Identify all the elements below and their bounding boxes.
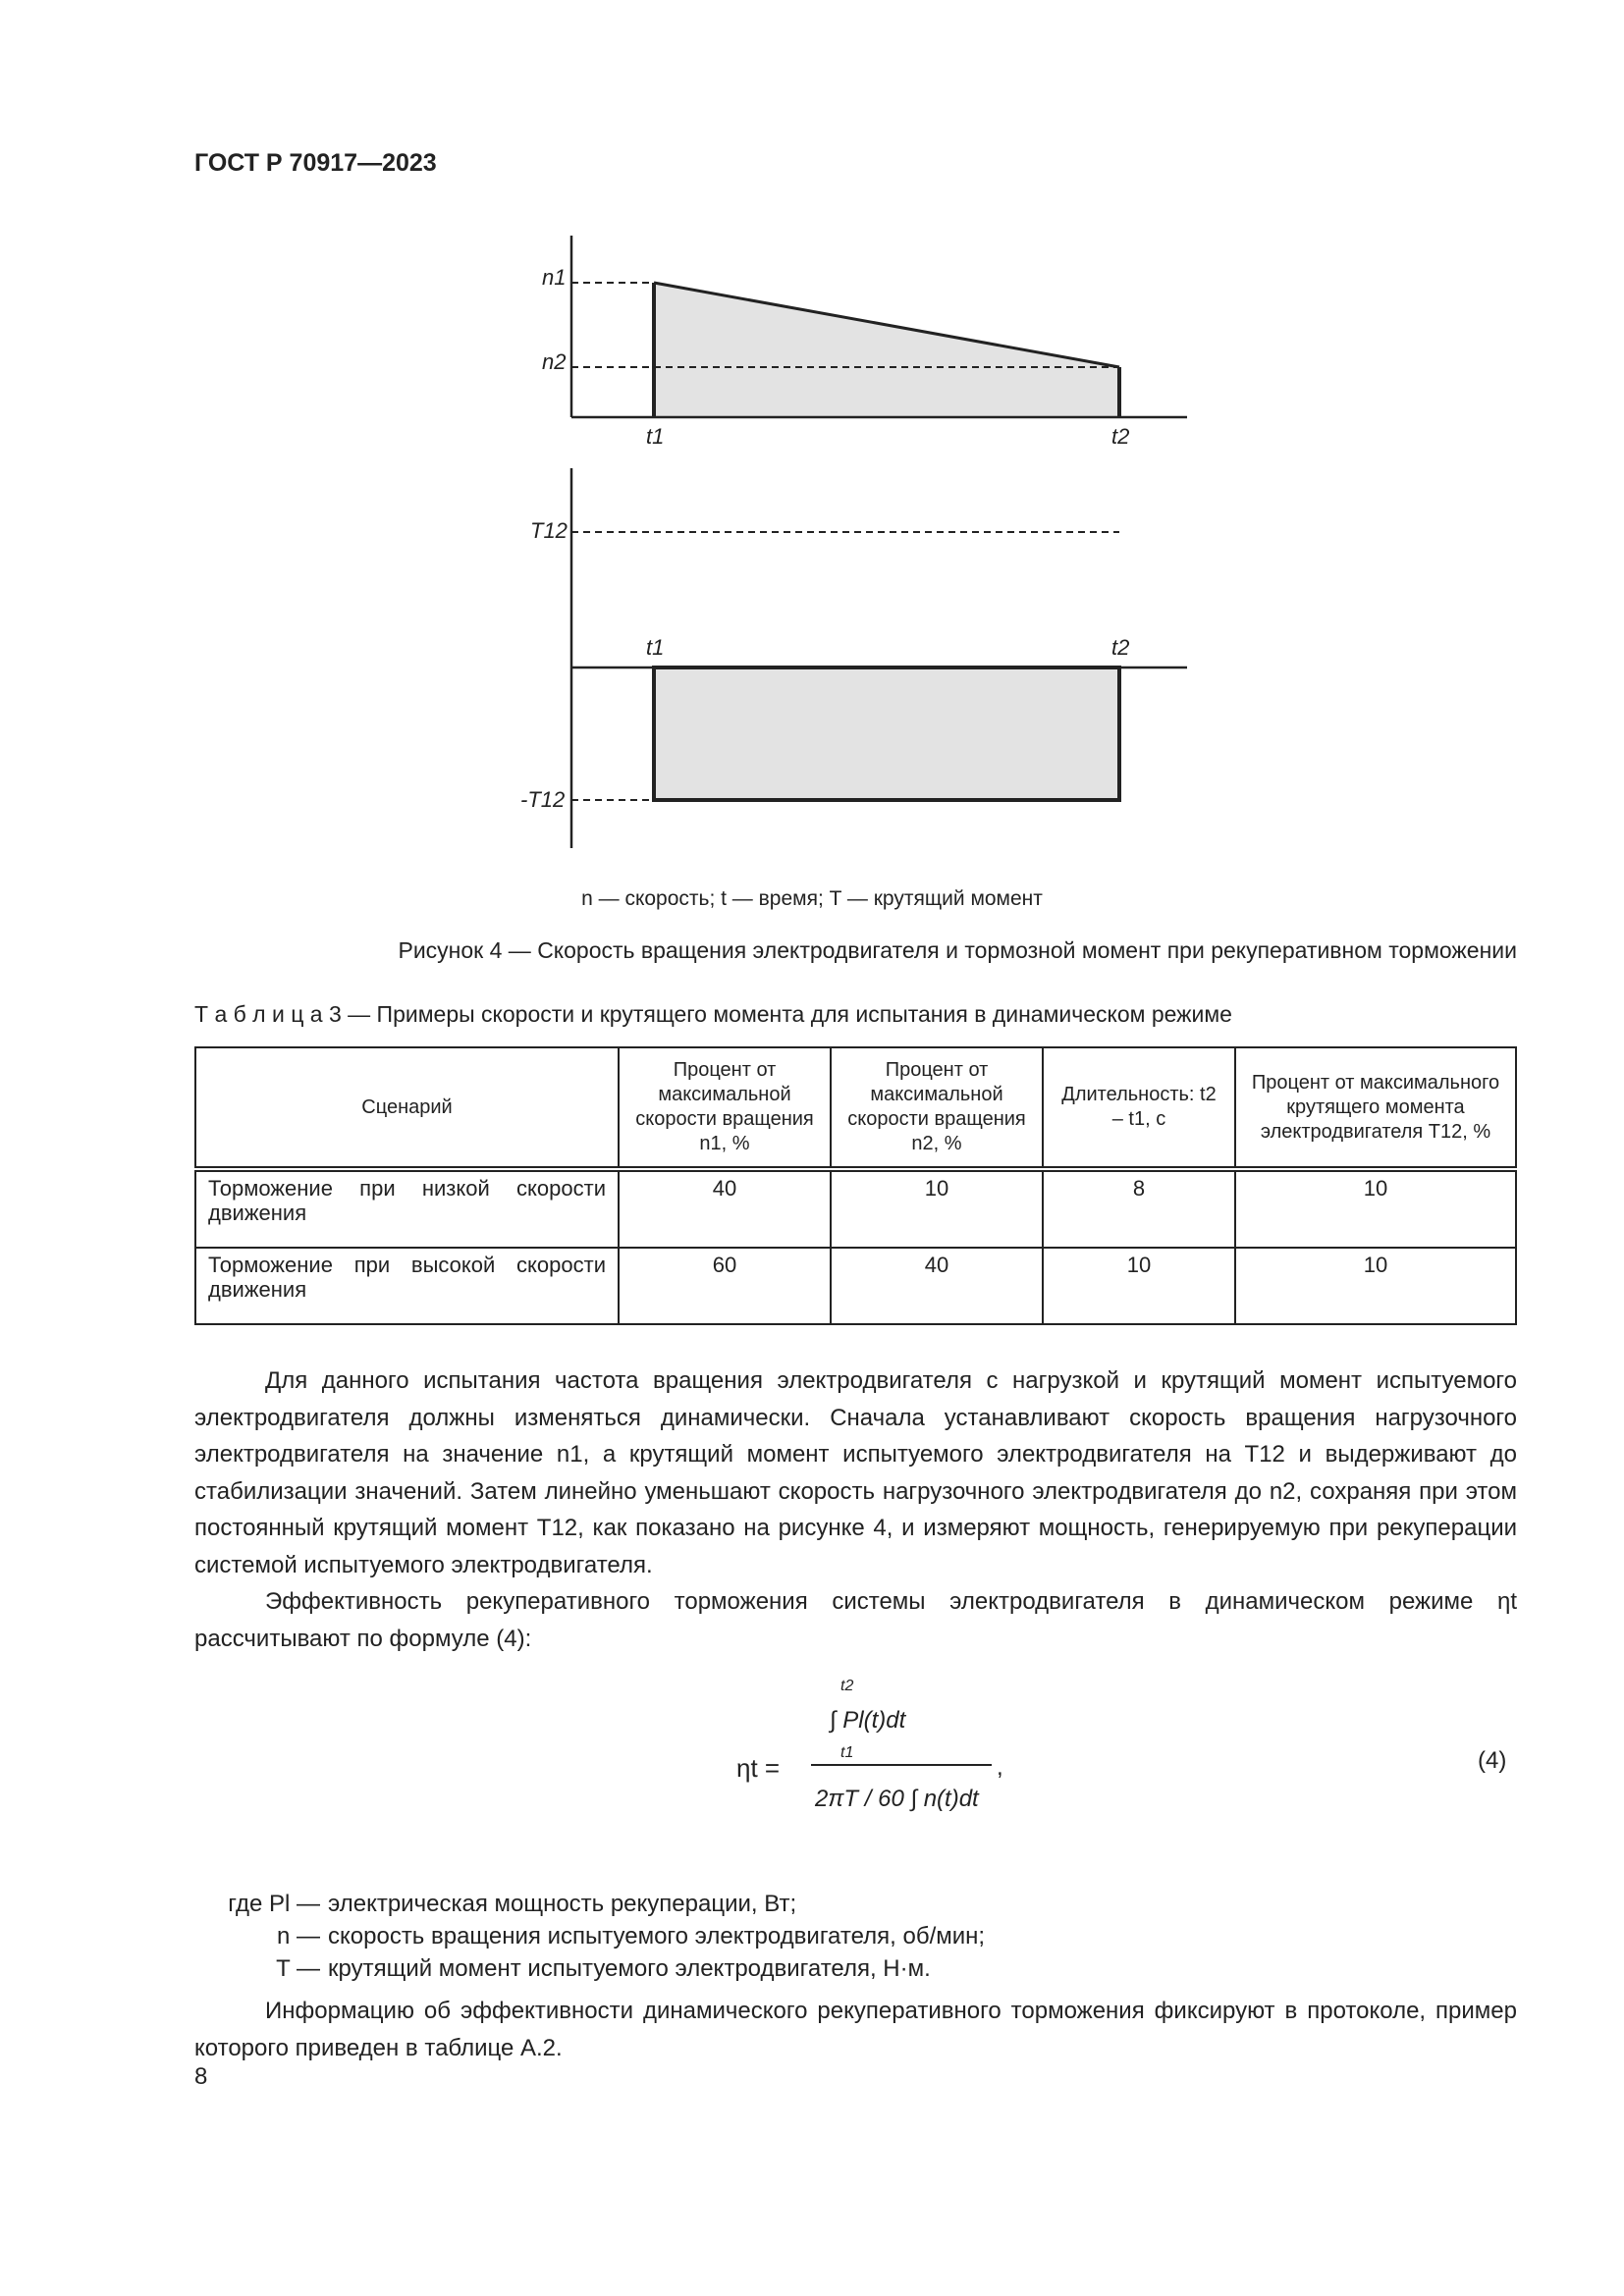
paragraph: Для данного испытания частота вращения электродвигателя с нагрузкой и крутящий момент испытуемого электродвигателя должны изменяться динамически. Сначала устанавливают скорость вращения нагрузочного электродвигателя на значение n1, а крутящий момент испытуемого электродвигателя на T12 и выдерживают до стабилизации значений. Затем линейно уменьшают скорость нагрузочного электродвигателя до n2, сохраняя при этом постоянный крутящий момент T12, как показано на рисунке 4, и измеряют мощность, генерируемую при рекуперации системой испытуемого электродвигателя. xyxy=(194,1367,1517,1578)
cell-n2: 10 xyxy=(831,1169,1043,1248)
figure-legend: n — скорость; t — время; T — крутящий момент xyxy=(581,887,1043,910)
speed-area xyxy=(654,283,1119,417)
variable-desc: скорость вращения испытуемого электродвигателя, об/мин; xyxy=(328,1923,986,1949)
cell-n1: 60 xyxy=(619,1248,831,1324)
formula-lhs: ηt = xyxy=(736,1753,781,1783)
formula-number: (4) xyxy=(1478,1747,1507,1774)
header-duration: Длительность: t2 – t1, с xyxy=(1043,1047,1235,1169)
label-t1: t1 xyxy=(646,635,665,660)
formula-numerator: ∫ Pl(t)dt xyxy=(830,1707,906,1734)
table-3 xyxy=(194,1046,1517,1325)
variable-item xyxy=(194,1888,985,1920)
table-row xyxy=(195,1248,1516,1324)
body-text xyxy=(194,1362,1517,1657)
label-minus-t12: -T12 xyxy=(520,787,566,812)
document-header: ГОСТ Р 70917—2023 xyxy=(194,149,437,177)
label-t2: t2 xyxy=(1111,424,1130,449)
formula-denominator: 2πT / 60 ∫ n(t)dt xyxy=(815,1786,979,1812)
header-scenario: Сценарий xyxy=(195,1047,619,1169)
paragraph: Информацию об эффективности динамического рекуперативного торможения фиксируют в протоколе, пример которого приведен в таблице А.2. xyxy=(194,1998,1517,2061)
upper-limit: t2 xyxy=(840,1678,854,1694)
label-t1: t1 xyxy=(646,424,665,449)
cell-n2: 40 xyxy=(831,1248,1043,1324)
variable-symbol: n — xyxy=(276,1923,320,1949)
table-header-row xyxy=(195,1047,1516,1169)
cell-duration: 8 xyxy=(1043,1169,1235,1248)
speed-plot xyxy=(542,236,1187,449)
header-t12: Процент от максимального крутящего момента электродвигателя T12, % xyxy=(1235,1047,1516,1169)
label-t12: T12 xyxy=(530,518,568,543)
cell-t12: 10 xyxy=(1235,1169,1516,1248)
closing-text xyxy=(194,1993,1517,2066)
variable-item xyxy=(194,1952,985,1985)
figure-caption: Рисунок 4 — Скорость вращения электродвигателя и тормозной момент при рекуперативном торможении xyxy=(398,937,1517,963)
header-n1: Процент от максимальной скорости вращения n1, % xyxy=(619,1047,831,1169)
cell-n1: 40 xyxy=(619,1169,831,1248)
variable-desc: электрическая мощность рекуперации, Вт; xyxy=(328,1891,797,1917)
label-t2: t2 xyxy=(1111,635,1130,660)
variable-symbol: T — xyxy=(276,1955,320,1982)
table-row xyxy=(195,1169,1516,1248)
label-n1: n1 xyxy=(542,265,567,290)
torque-area xyxy=(654,667,1119,800)
lower-limit: t1 xyxy=(840,1744,854,1761)
variable-desc: крутящий момент испытуемого электродвигателя, Н·м. xyxy=(328,1955,931,1982)
cell-scenario: Торможение при низкой скорости движения xyxy=(195,1169,619,1248)
table-title: Т а б л и ц а 3 — Примеры скорости и крутящего момента для испытания в динамическом режиме xyxy=(194,1001,1232,1027)
figure-4-diagram xyxy=(0,0,1624,883)
variable-item xyxy=(194,1920,985,1952)
variable-symbol: где Pl — xyxy=(228,1891,320,1917)
torque-plot xyxy=(520,468,1187,848)
paragraph: Эффективность рекуперативного торможения системы электродвигателя в динамическом режиме ηt рассчитывают по формуле (4): xyxy=(194,1588,1517,1652)
svg-text:,: , xyxy=(997,1754,1003,1781)
label-n2: n2 xyxy=(542,349,567,374)
page-number: 8 xyxy=(194,2063,208,2090)
header-n2: Процент от максимальной скорости вращения n2, % xyxy=(831,1047,1043,1169)
formula-4 xyxy=(717,1669,1090,1865)
cell-duration: 10 xyxy=(1043,1248,1235,1324)
variable-list xyxy=(194,1888,985,1985)
cell-t12: 10 xyxy=(1235,1248,1516,1324)
cell-scenario: Торможение при высокой скорости движения xyxy=(195,1248,619,1324)
